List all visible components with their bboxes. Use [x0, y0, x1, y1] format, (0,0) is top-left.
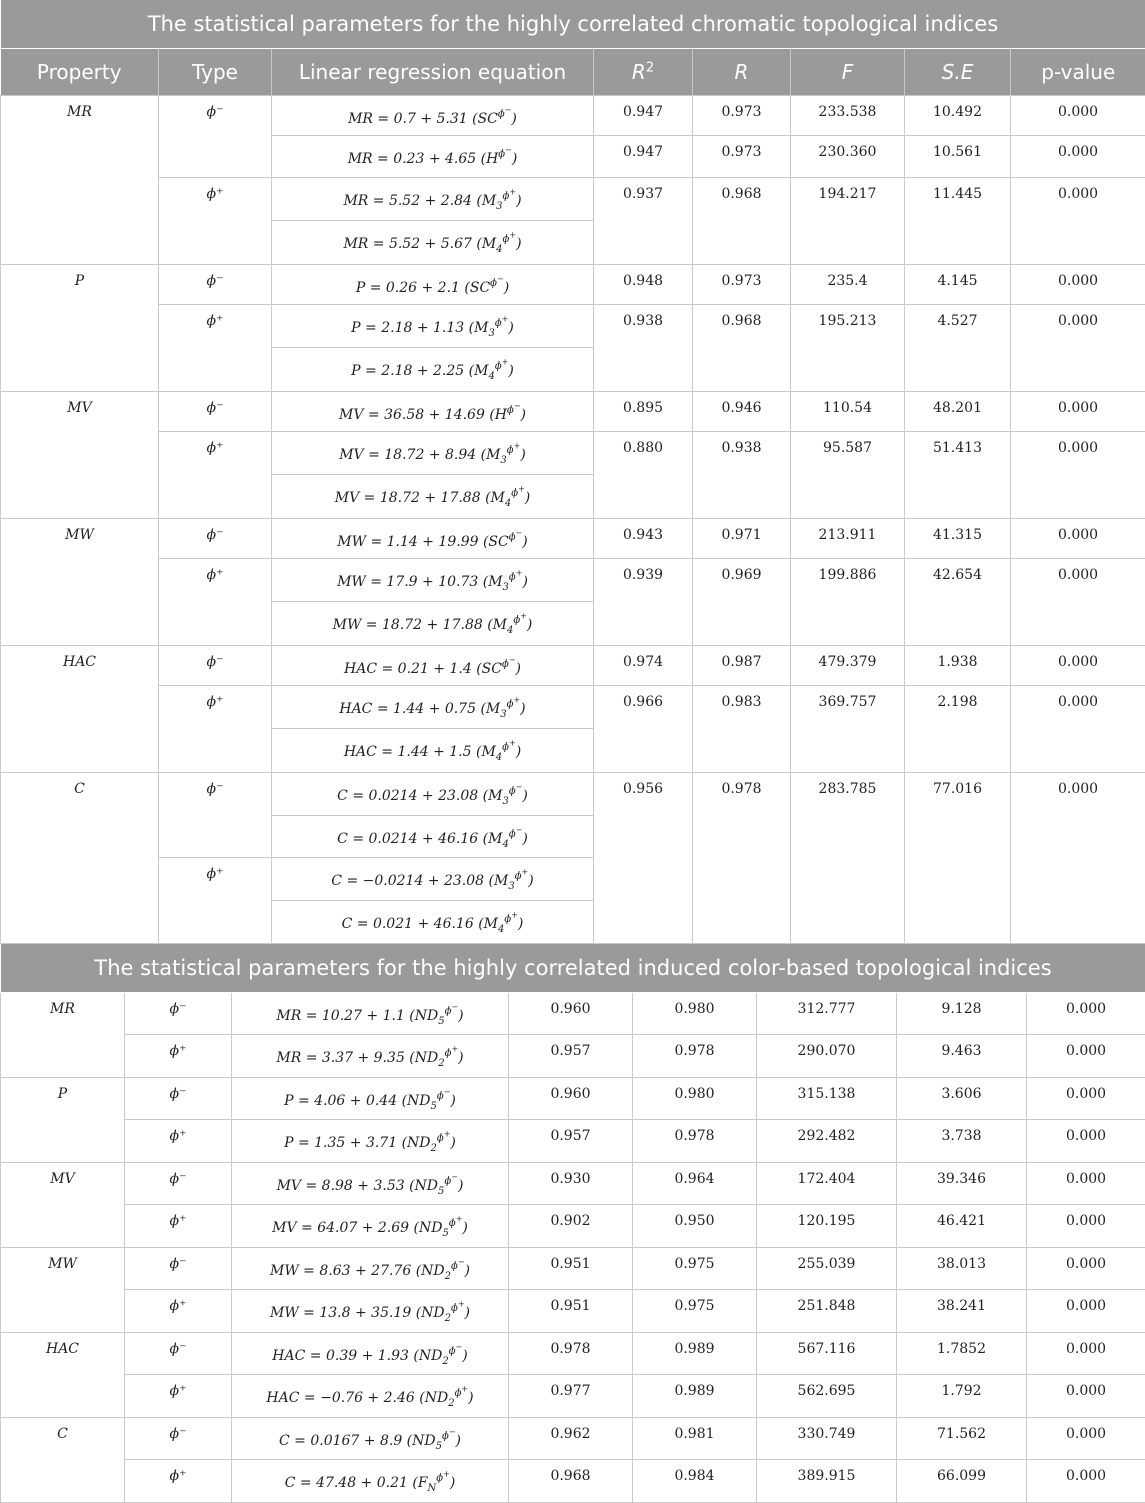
f-cell: 251.848 [757, 1290, 897, 1333]
header-pvalue: p-value [1011, 48, 1145, 95]
r-cell: 0.975 [633, 1290, 757, 1333]
equation-cell: P = 2.18 + 1.13 $(M_3^{\phi^+})$ [272, 304, 594, 347]
f-cell: 110.54 [791, 391, 905, 431]
table-row [1, 177, 1145, 220]
pvalue-cell: 0.000 [1011, 685, 1145, 772]
r-squared-cell: 0.957 [509, 1120, 633, 1163]
pvalue-cell: 0.000 [1011, 391, 1145, 431]
se-cell: 10.561 [905, 135, 1011, 177]
r-cell: 0.978 [633, 1035, 757, 1078]
f-cell: 172.404 [757, 1163, 897, 1205]
f-cell: 312.777 [757, 993, 897, 1035]
equation-cell: C = −0.0214 + 23.08 $(M_3^{\phi^+})$ [272, 857, 594, 900]
se-cell: 71.562 [897, 1418, 1027, 1460]
se-cell: 38.241 [897, 1290, 1027, 1333]
r-cell: 0.980 [633, 993, 757, 1035]
equation-cell: MR = 10.27 + 1.1 $(ND_5^{\phi^-})$ [232, 993, 509, 1035]
se-cell: 38.013 [897, 1248, 1027, 1290]
f-cell: 199.886 [791, 558, 905, 645]
table-row [1, 518, 1145, 558]
type-cell: ϕ⁻ [159, 264, 272, 304]
se-cell: 77.016 [905, 772, 1011, 943]
r-squared-cell: 0.895 [594, 391, 693, 431]
table-row [1, 1248, 1145, 1290]
header-se: S.E [905, 48, 1011, 95]
type-cell: ϕ⁺ [159, 685, 272, 772]
table-row [1, 558, 1145, 601]
induced-indices-table [0, 944, 1145, 1503]
header-r-squared [594, 48, 693, 95]
f-cell: 315.138 [757, 1078, 897, 1120]
f-cell: 213.911 [791, 518, 905, 558]
type-cell: ϕ⁺ [125, 1290, 232, 1333]
type-cell: ϕ⁺ [125, 1460, 232, 1503]
equation-cell: HAC = −0.76 + 2.46 $(ND_2^{\phi^+})$ [232, 1375, 509, 1418]
pvalue-cell: 0.000 [1011, 558, 1145, 645]
f-cell: 95.587 [791, 431, 905, 518]
equation-cell: P = 1.35 + 3.71 $(ND_2^{\phi^+})$ [232, 1120, 509, 1163]
pvalue-cell: 0.000 [1027, 993, 1145, 1035]
property-cell: MV [1, 391, 159, 518]
r-squared-cell: 0.960 [509, 1078, 633, 1120]
header-type: Type [159, 48, 272, 95]
pvalue-cell: 0.000 [1027, 1460, 1145, 1503]
r-squared-cell: 0.948 [594, 264, 693, 304]
equation-cell: MR = 0.23 + 4.65 $(H^{\phi^-})$ [272, 135, 594, 177]
se-cell: 66.099 [897, 1460, 1027, 1503]
se-cell: 1.938 [905, 645, 1011, 685]
equation-cell: MW = 18.72 + 17.88 $(M_4^{\phi^+})$ [272, 601, 594, 645]
type-cell: ϕ⁻ [125, 1248, 232, 1290]
equation-cell: MR = 5.52 + 2.84 $(M_3^{\phi^+})$ [272, 177, 594, 220]
type-cell: ϕ⁺ [125, 1205, 232, 1248]
table-row [1, 431, 1145, 474]
table-row [1, 1078, 1145, 1120]
equation-cell: MW = 13.8 + 35.19 $(ND_2^{\phi^+})$ [232, 1290, 509, 1333]
equation-cell: C = 0.021 + 46.16 $(M_4^{\phi^+})$ [272, 900, 594, 943]
type-cell: ϕ⁻ [159, 391, 272, 431]
se-cell: 39.346 [897, 1163, 1027, 1205]
table-row [1, 1290, 1145, 1333]
pvalue-cell: 0.000 [1011, 645, 1145, 685]
equation-cell: C = 0.0214 + 46.16 $(M_4^{\phi^-})$ [272, 815, 594, 857]
r-squared-cell: 0.960 [509, 993, 633, 1035]
se-cell: 3.606 [897, 1078, 1027, 1120]
table-row [1, 264, 1145, 304]
property-cell: MR [1, 993, 125, 1078]
equation-cell: MR = 0.7 + 5.31 $(SC^{\phi^-})$ [272, 95, 594, 135]
r-cell: 0.984 [633, 1460, 757, 1503]
property-cell: MW [1, 1248, 125, 1333]
pvalue-cell: 0.000 [1011, 304, 1145, 391]
table-row [1, 1418, 1145, 1460]
equation-cell: MV = 18.72 + 17.88 $(M_4^{\phi^+})$ [272, 474, 594, 518]
r-cell: 0.989 [633, 1333, 757, 1375]
r-cell: 0.950 [633, 1205, 757, 1248]
type-cell: ϕ⁺ [159, 431, 272, 518]
se-cell: 9.128 [897, 993, 1027, 1035]
r-squared-cell: 0.978 [509, 1333, 633, 1375]
f-cell: 283.785 [791, 772, 905, 943]
se-cell: 3.738 [897, 1120, 1027, 1163]
f-cell: 369.757 [791, 685, 905, 772]
property-cell: MR [1, 95, 159, 264]
pvalue-cell: 0.000 [1011, 772, 1145, 943]
equation-cell: MW = 1.14 + 19.99 $(SC^{\phi^-})$ [272, 518, 594, 558]
pvalue-cell: 0.000 [1027, 1035, 1145, 1078]
type-cell: ϕ⁻ [159, 645, 272, 685]
pvalue-cell: 0.000 [1027, 1205, 1145, 1248]
r-cell: 0.989 [633, 1375, 757, 1418]
r-cell: 0.968 [693, 177, 791, 264]
equation-cell: HAC = 0.39 + 1.93 $(ND_2^{\phi^-})$ [232, 1333, 509, 1375]
se-cell: 1.792 [897, 1375, 1027, 1418]
header-r: R [693, 48, 791, 95]
table-row [1, 1333, 1145, 1375]
pvalue-cell: 0.000 [1027, 1418, 1145, 1460]
f-cell: 567.116 [757, 1333, 897, 1375]
r-cell: 0.978 [693, 772, 791, 943]
table-row [1, 1035, 1145, 1078]
equation-cell: C = 0.0214 + 23.08 $(M_3^{\phi^-})$ [272, 772, 594, 815]
type-cell: ϕ⁺ [125, 1375, 232, 1418]
header-f: F [791, 48, 905, 95]
pvalue-cell: 0.000 [1027, 1333, 1145, 1375]
r-squared-cell: 0.947 [594, 95, 693, 135]
table-row [1, 1205, 1145, 1248]
type-cell: ϕ⁺ [125, 1120, 232, 1163]
r-squared-cell: 0.930 [509, 1163, 633, 1205]
r-cell: 0.987 [693, 645, 791, 685]
f-cell: 290.070 [757, 1035, 897, 1078]
f-cell: 195.213 [791, 304, 905, 391]
se-cell: 11.445 [905, 177, 1011, 264]
property-cell: P [1, 1078, 125, 1163]
se-cell: 2.198 [905, 685, 1011, 772]
table-title-induced: The statistical parameters for the highly correlated induced color-based topological indices [1, 944, 1145, 993]
f-cell: 389.915 [757, 1460, 897, 1503]
type-cell: ϕ⁻ [125, 1418, 232, 1460]
type-cell: ϕ⁺ [159, 304, 272, 391]
header-r-squared-base: R [632, 60, 646, 84]
equation-cell: P = 4.06 + 0.44 $(ND_5^{\phi^-})$ [232, 1078, 509, 1120]
property-cell: HAC [1, 1333, 125, 1418]
se-cell: 51.413 [905, 431, 1011, 518]
r-cell: 0.973 [693, 95, 791, 135]
pvalue-cell: 0.000 [1027, 1375, 1145, 1418]
table-row [1, 772, 1145, 815]
header-equation: Linear regression equation [272, 48, 594, 95]
r-cell: 0.969 [693, 558, 791, 645]
se-cell: 1.7852 [897, 1333, 1027, 1375]
f-cell: 235.4 [791, 264, 905, 304]
pvalue-cell: 0.000 [1011, 177, 1145, 264]
equation-cell: MV = 8.98 + 3.53 $(ND_5^{\phi^-})$ [232, 1163, 509, 1205]
pvalue-cell: 0.000 [1011, 518, 1145, 558]
table-row [1, 685, 1145, 728]
r-squared-cell: 0.966 [594, 685, 693, 772]
type-cell: ϕ⁻ [125, 993, 232, 1035]
r-squared-cell: 0.943 [594, 518, 693, 558]
equation-cell: C = 47.48 + 0.21 $(F_N^{\phi^+})$ [232, 1460, 509, 1503]
type-cell: ϕ⁺ [125, 1035, 232, 1078]
r-cell: 0.975 [633, 1248, 757, 1290]
table-row [1, 1375, 1145, 1418]
r-cell: 0.973 [693, 135, 791, 177]
header-r-squared-exp: 2 [646, 60, 654, 75]
equation-cell: MV = 36.58 + 14.69 $(H^{\phi^-})$ [272, 391, 594, 431]
f-cell: 330.749 [757, 1418, 897, 1460]
se-cell: 4.145 [905, 264, 1011, 304]
property-cell: C [1, 1418, 125, 1503]
r-cell: 0.973 [693, 264, 791, 304]
r-cell: 0.968 [693, 304, 791, 391]
header-property: Property [1, 48, 159, 95]
type-cell: ϕ⁻ [159, 518, 272, 558]
type-cell: ϕ⁻ [125, 1163, 232, 1205]
equation-cell: HAC = 0.21 + 1.4 $(SC^{\phi^-})$ [272, 645, 594, 685]
r-squared-cell: 0.951 [509, 1290, 633, 1333]
r-squared-cell: 0.977 [509, 1375, 633, 1418]
equation-cell: P = 2.18 + 2.25 $(M_4^{\phi^+})$ [272, 347, 594, 391]
pvalue-cell: 0.000 [1027, 1163, 1145, 1205]
se-cell: 41.315 [905, 518, 1011, 558]
property-cell: HAC [1, 645, 159, 772]
se-cell: 9.463 [897, 1035, 1027, 1078]
r-squared-cell: 0.962 [509, 1418, 633, 1460]
r-squared-cell: 0.937 [594, 177, 693, 264]
f-cell: 479.379 [791, 645, 905, 685]
table-row [1, 1120, 1145, 1163]
pvalue-cell: 0.000 [1027, 1290, 1145, 1333]
table-row [1, 304, 1145, 347]
r-squared-cell: 0.947 [594, 135, 693, 177]
pvalue-cell: 0.000 [1027, 1078, 1145, 1120]
table-row [1, 391, 1145, 431]
table-row [1, 1163, 1145, 1205]
r-squared-cell: 0.951 [509, 1248, 633, 1290]
f-cell: 120.195 [757, 1205, 897, 1248]
r-cell: 0.978 [633, 1120, 757, 1163]
pvalue-cell: 0.000 [1027, 1120, 1145, 1163]
property-cell: P [1, 264, 159, 391]
r-cell: 0.946 [693, 391, 791, 431]
f-cell: 230.360 [791, 135, 905, 177]
table-row [1, 645, 1145, 685]
table-row [1, 993, 1145, 1035]
type-cell: ϕ⁻ [159, 95, 272, 177]
r-squared-cell: 0.880 [594, 431, 693, 518]
type-cell: ϕ⁻ [159, 772, 272, 857]
r-squared-cell: 0.939 [594, 558, 693, 645]
r-squared-cell: 0.957 [509, 1035, 633, 1078]
table-title-chromatic: The statistical parameters for the highly correlated chromatic topological indices [1, 0, 1145, 48]
f-cell: 233.538 [791, 95, 905, 135]
f-cell: 194.217 [791, 177, 905, 264]
pvalue-cell: 0.000 [1011, 431, 1145, 518]
equation-cell: HAC = 1.44 + 0.75 $(M_3^{\phi^+})$ [272, 685, 594, 728]
pvalue-cell: 0.000 [1027, 1248, 1145, 1290]
equation-cell: P = 0.26 + 2.1 $(SC^{\phi^-})$ [272, 264, 594, 304]
pvalue-cell: 0.000 [1011, 95, 1145, 135]
r-squared-cell: 0.956 [594, 772, 693, 943]
r-cell: 0.980 [633, 1078, 757, 1120]
equation-cell: MV = 64.07 + 2.69 $(ND_5^{\phi^+})$ [232, 1205, 509, 1248]
equation-cell: MR = 3.37 + 9.35 $(ND_2^{\phi^+})$ [232, 1035, 509, 1078]
equation-cell: MW = 8.63 + 27.76 $(ND_2^{\phi^-})$ [232, 1248, 509, 1290]
equation-cell: MW = 17.9 + 10.73 $(M_3^{\phi^+})$ [272, 558, 594, 601]
r-cell: 0.964 [633, 1163, 757, 1205]
f-cell: 255.039 [757, 1248, 897, 1290]
r-cell: 0.981 [633, 1418, 757, 1460]
table-row [1, 1460, 1145, 1503]
se-cell: 42.654 [905, 558, 1011, 645]
se-cell: 48.201 [905, 391, 1011, 431]
type-cell: ϕ⁻ [125, 1078, 232, 1120]
type-cell: ϕ⁻ [125, 1333, 232, 1375]
r-squared-cell: 0.974 [594, 645, 693, 685]
se-cell: 4.527 [905, 304, 1011, 391]
r-squared-cell: 0.902 [509, 1205, 633, 1248]
r-squared-cell: 0.938 [594, 304, 693, 391]
type-cell: ϕ⁺ [159, 177, 272, 264]
r-cell: 0.938 [693, 431, 791, 518]
property-cell: C [1, 772, 159, 943]
r-squared-cell: 0.968 [509, 1460, 633, 1503]
equation-cell: MR = 5.52 + 5.67 $(M_4^{\phi^+})$ [272, 220, 594, 264]
equation-cell: MV = 18.72 + 8.94 $(M_3^{\phi^+})$ [272, 431, 594, 474]
type-cell: ϕ⁺ [159, 857, 272, 943]
equation-cell: HAC = 1.44 + 1.5 $(M_4^{\phi^+})$ [272, 728, 594, 772]
equation-cell: C = 0.0167 + 8.9 $(ND_5^{\phi^-})$ [232, 1418, 509, 1460]
r-cell: 0.983 [693, 685, 791, 772]
f-cell: 292.482 [757, 1120, 897, 1163]
property-cell: MV [1, 1163, 125, 1248]
table-row [1, 95, 1145, 135]
se-cell: 10.492 [905, 95, 1011, 135]
se-cell: 46.421 [897, 1205, 1027, 1248]
r-cell: 0.971 [693, 518, 791, 558]
f-cell: 562.695 [757, 1375, 897, 1418]
property-cell: MW [1, 518, 159, 645]
type-cell: ϕ⁺ [159, 558, 272, 645]
pvalue-cell: 0.000 [1011, 264, 1145, 304]
pvalue-cell: 0.000 [1011, 135, 1145, 177]
